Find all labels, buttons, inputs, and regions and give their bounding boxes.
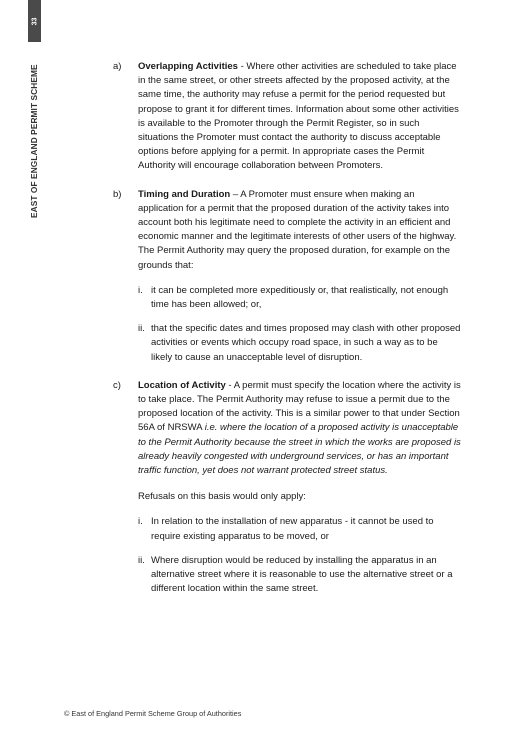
item-marker: c) <box>113 379 121 391</box>
item-paragraph <box>138 379 461 478</box>
list-item-c <box>113 379 461 597</box>
sub-item <box>138 515 461 543</box>
sub-item-text: it can be completed more expeditiously or, that realistically, not enough time has been allowed; or, <box>151 284 449 311</box>
sub-item <box>138 322 461 365</box>
list-item-b <box>113 188 461 365</box>
sub-item <box>138 284 461 312</box>
item-italic-text: i.e. where the location of a proposed activity is unacceptable to the Permit Authority because the street in which the works are proposed is already heavily congested with underground services, or has an important traffic function, yet does not warrant protected street status. <box>138 422 461 477</box>
item-text: - A permit must specify the location where the activity is to take place. The Permit Authority may refuse to issue a permit due to the proposed location of the activity. This is a similar power to that under Section 56A of NRSWA <box>138 379 461 434</box>
sub-item-marker: ii. <box>138 323 145 335</box>
list-item-a <box>113 60 461 174</box>
sub-item <box>138 554 461 597</box>
item-paragraph <box>138 60 461 174</box>
page-number: 33 <box>30 17 38 25</box>
sub-item-text: Where disruption would be reduced by installing the apparatus in an alternative street where it is reasonable to use the alternative street or a different location within the same street. <box>151 554 453 595</box>
page-number-tab <box>28 0 41 42</box>
sub-item-text: In relation to the installation of new apparatus - it cannot be used to require existing apparatus to be moved, or <box>151 516 434 542</box>
item-paragraph <box>138 188 461 273</box>
sub-item-marker: i. <box>138 284 143 296</box>
item-heading: Timing and Duration <box>138 188 231 200</box>
item-text: - Where other activities are scheduled to take place in the same street, or other streets affected by the proposed activity, at the same time, the authority may refuse a permit for the period requested but propose to grant it for different times. Information about some other activities is available to the Promoter through the Permit Register, so in such situations the Promoter must contact the authority to discuss acceptable options before applying for a permit. In appropriate cases the Permit Authority will encourage collaboration between Promoters. <box>138 61 459 172</box>
item-marker: a) <box>113 61 122 72</box>
item-text: – A Promoter must ensure when making an application for a permit that the proposed duration of the activity takes into account both his legitimate need to complete the activity in an efficient and economic manner and the legitimate interests of other users of the highway. The Permit Authority may query the proposed duration, for example on the grounds that: <box>138 188 457 271</box>
footer-copyright: © East of England Permit Scheme Group of Authorities <box>64 709 242 718</box>
sub-item-marker: i. <box>138 516 143 528</box>
item-heading: Location of Activity <box>138 379 226 391</box>
sub-item-marker: ii. <box>138 554 145 566</box>
document-body <box>113 60 461 597</box>
sub-list <box>138 515 461 596</box>
item-paragraph-2: Refusals on this basis would only apply: <box>138 491 306 503</box>
sub-list <box>138 284 461 365</box>
sub-item-text: that the specific dates and times proposed may clash with other proposed activities or events which occupy road space, in such a way as to be likely to cause an unacceptable level of disruption. <box>151 323 461 363</box>
side-title: EAST OF ENGLAND PERMIT SCHEME <box>29 64 39 218</box>
item-marker: b) <box>113 188 122 200</box>
item-heading: Overlapping Activities <box>138 61 238 72</box>
